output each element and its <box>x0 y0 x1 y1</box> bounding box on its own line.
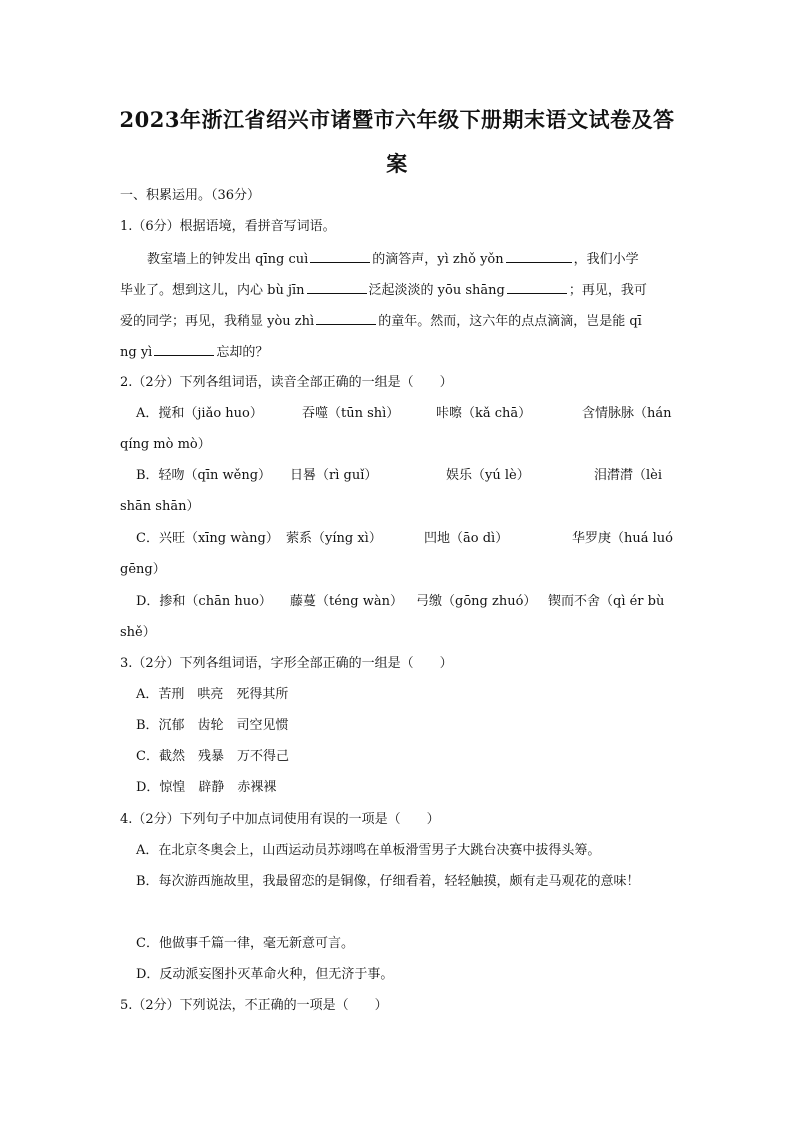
passage-text: ；再见，我可 <box>568 283 647 298</box>
question-1-passage-line1 <box>147 250 639 269</box>
option-word: 萦系（yíng xì） <box>286 531 382 546</box>
question-1-passage-line2 <box>120 281 647 300</box>
q4-option-c[interactable]: C．他做事千篇一律，毫无新意可言。 <box>136 936 354 951</box>
question-3-heading: 3.（2分）下列各组词语，字形全部正确的一组是（ ） <box>120 656 453 671</box>
question-5-heading: 5.（2分）下列说法，不正确的一项是（ ） <box>120 998 388 1013</box>
option-word: B．轻吻（qīn wěng） <box>136 468 272 483</box>
q4-option-a[interactable]: A．在北京冬奥会上，山西运动员苏翊鸣在单板滑雪男子大跳台决赛中拔得头筹。 <box>136 843 601 858</box>
answer-blank[interactable] <box>316 312 376 325</box>
passage-text: ，我们小学 <box>573 252 639 267</box>
document-title-line1: 2023年浙江省绍兴市诸暨市六年级下册期末语文试卷及答 <box>119 107 675 132</box>
option-word: 藤蔓（téng wàn） <box>290 594 403 609</box>
option-word: 吞噬（tūn shì） <box>302 406 400 421</box>
q3-option-c[interactable]: C．截然 残暴 万不得己 <box>136 749 289 764</box>
q3-option-a[interactable]: A．苦刑 哄亮 死得其所 <box>136 687 289 702</box>
option-word: 咔嚓（kǎ chā） <box>436 406 532 421</box>
option-word: 锲而不舍（qì ér bù <box>548 594 665 609</box>
question-2-heading: 2.（2分）下列各组词语，读音全部正确的一组是（ ） <box>120 375 453 390</box>
passage-text: 教室墙上的钟发出 qīng cuì <box>147 252 309 267</box>
document-title-line2: 案 <box>386 151 408 176</box>
answer-blank[interactable] <box>310 250 370 263</box>
q2-option-a[interactable] <box>136 405 263 423</box>
question-4-heading: 4.（2分）下列句子中加点词使用有误的一项是（ ） <box>120 812 440 827</box>
answer-blank[interactable] <box>507 281 567 294</box>
q2-option-b[interactable] <box>136 467 271 485</box>
question-1-heading: 1.（6分）根据语境，看拼音写词语。 <box>120 219 336 234</box>
option-word-wrap: shě） <box>120 625 156 640</box>
passage-text: 忘却的？ <box>216 345 269 360</box>
q3-option-d[interactable]: D．惊惶 辟静 赤裸裸 <box>136 780 277 795</box>
option-word: 泪潸潸（lèi <box>594 468 663 483</box>
q2-option-d[interactable] <box>136 593 272 611</box>
option-word: D．掺和（chān huo） <box>136 594 272 609</box>
passage-text: 的滴答声，yì zhǒ yǒn <box>372 252 504 267</box>
passage-text: 泛起淡淡的 yōu shāng <box>368 283 505 298</box>
option-word: 含情脉脉（hán <box>582 406 672 421</box>
q2-option-c[interactable] <box>136 530 279 548</box>
answer-blank[interactable] <box>506 250 572 263</box>
option-word: 日晷（rì guǐ） <box>290 468 378 483</box>
question-1-passage-line4 <box>120 343 268 362</box>
passage-text: 的童年。然而，这六年的点点滴滴，岂是能 qī <box>378 314 642 329</box>
option-word: 弓缴（gōng zhuó） <box>416 594 537 609</box>
q3-option-b[interactable]: B．沉郁 齿轮 司空见惯 <box>136 718 289 733</box>
option-word: A．搅和（jiǎo huo） <box>136 406 263 421</box>
answer-blank[interactable] <box>154 343 214 356</box>
passage-text: 毕业了。想到这儿，内心 bù jīn <box>120 283 305 298</box>
answer-blank[interactable] <box>307 281 367 294</box>
option-word: 凹地（āo dì） <box>424 531 509 546</box>
q4-option-d[interactable]: D．反动派妄图扑灭革命火种，但无济于事。 <box>136 967 394 982</box>
option-word: 娱乐（yú lè） <box>446 468 530 483</box>
section-heading: 一、积累运用。（36分） <box>120 188 261 203</box>
option-word: C．兴旺（xīng wàng） <box>136 531 279 546</box>
passage-text: 爱的同学；再见，我稍显 yòu zhì <box>120 314 315 329</box>
option-word: 华罗庚（huá luó <box>572 531 673 546</box>
option-word-wrap: shān shān） <box>120 499 200 514</box>
q4-option-b[interactable]: B．每次游西施故里，我最留恋的是铜像，仔细看着，轻轻触摸，颇有走马观花的意味！ <box>136 874 640 889</box>
option-word-wrap: qíng mò mò） <box>120 437 211 452</box>
passage-text: ng yì <box>120 345 153 360</box>
option-word-wrap: gēng） <box>120 562 166 577</box>
question-1-passage-line3 <box>120 312 642 331</box>
